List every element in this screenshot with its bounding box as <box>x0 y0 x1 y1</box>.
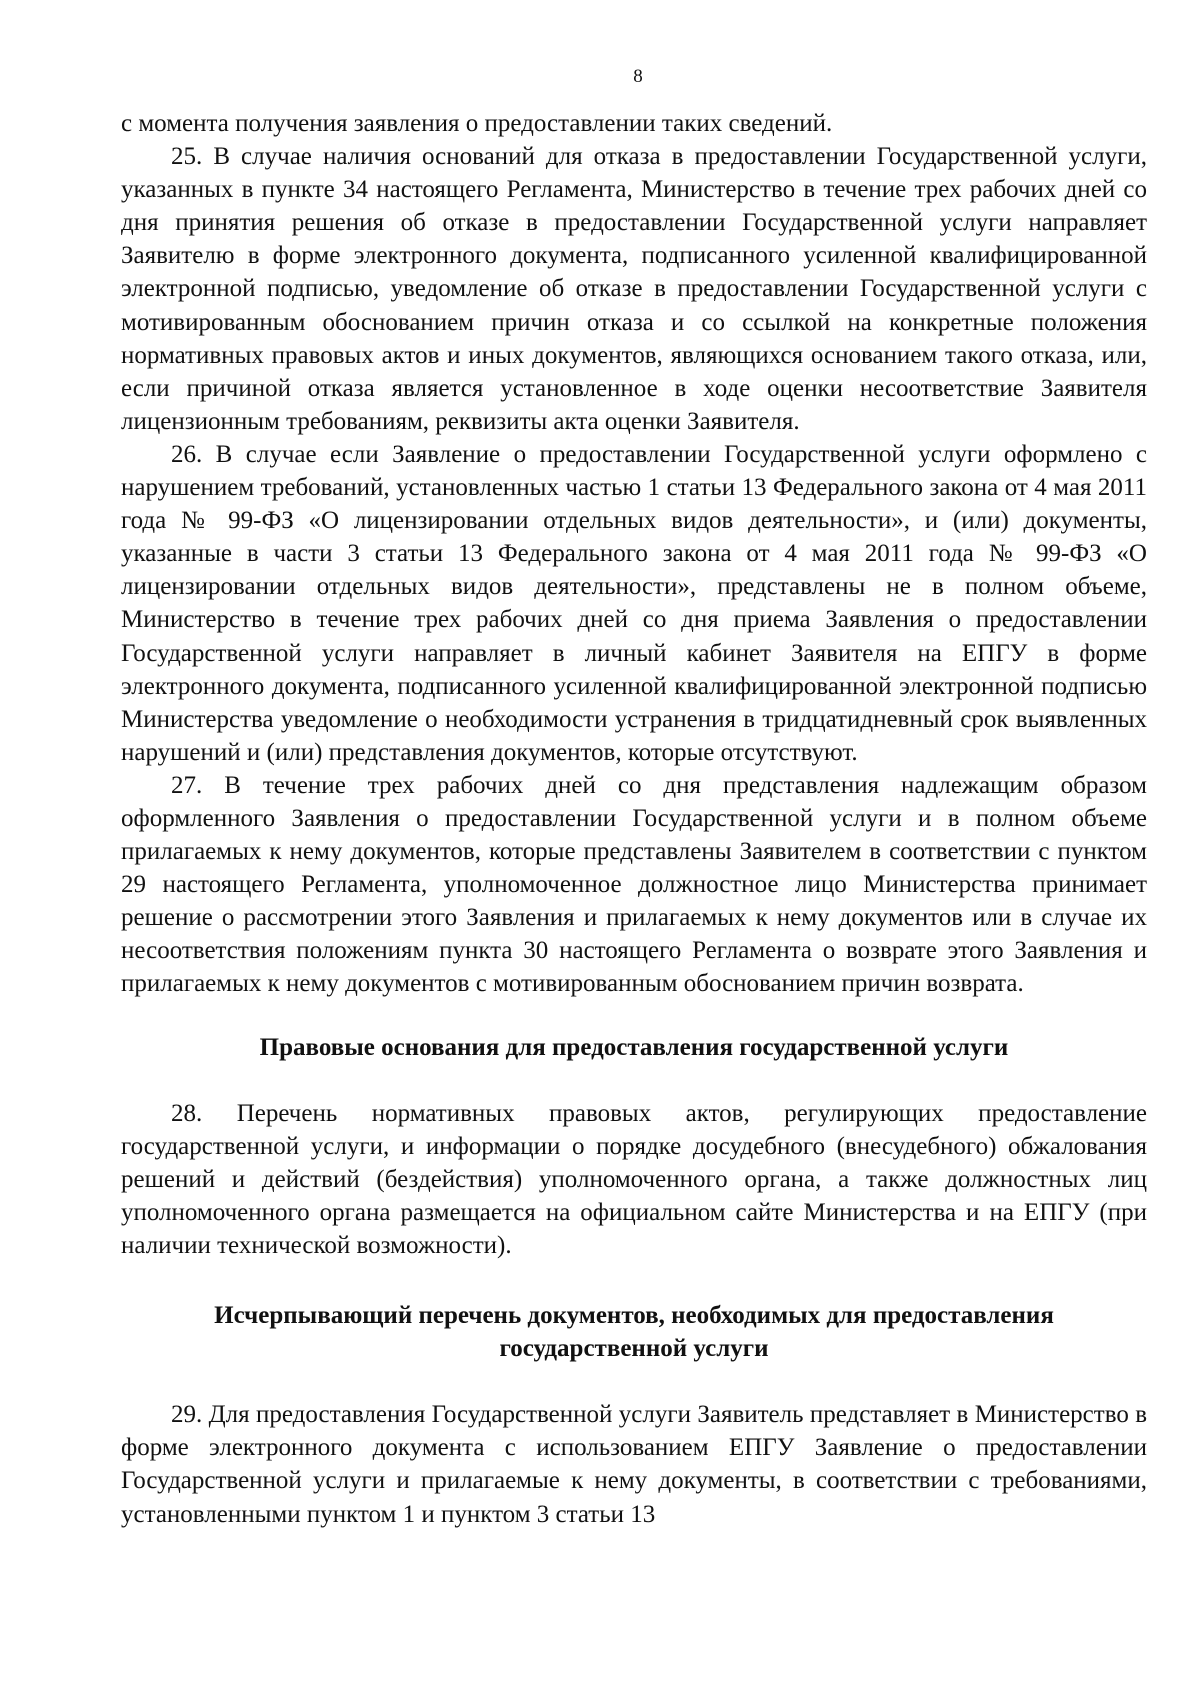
page-number: 8 <box>633 66 643 87</box>
section-heading-documents-list: Исчерпывающий перечень документов, необходимых для предоставления государственной услуги <box>214 1302 1054 1363</box>
document-body <box>121 107 1147 1531</box>
paragraph-27: 27. В течение трех рабочих дней со дня представления надлежащим образом оформленного Заявления о предоставлении Государственной услуги и в полном объеме прилагаемых к нему документов, которые представлены Заявителем в соответствии с пунктом 29 настоящего Регламента, уполномоченное должностное лицо Министерства принимает решение о рассмотрении этого Заявления и прилагаемых к нему документов или в случае их несоответствия положениям пункта 30 настоящего Регламента о возврате этого Заявления и прилагаемых к нему документов с мотивированным обоснованием причин возврата. <box>121 771 1147 998</box>
paragraph-continuation: с момента получения заявления о предоставлении таких сведений. <box>121 110 833 137</box>
section-heading-legal-basis: Правовые основания для предоставления государственной услуги <box>259 1033 1009 1061</box>
paragraph-25: 25. В случае наличия оснований для отказа в предоставлении Государственной услуги, указанных в пункте 34 настоящего Регламента, Министерство в течение трех рабочих дней со дня принятия решения об отказе в предоставлении Государственной услуги направляет Заявителю в форме электронного документа, подписанного усиленной квалифицированной электронной подписью, уведомление об отказе в предоставлении Государственной услуги с мотивированным обоснованием причин отказа и со ссылкой на конкретные положения нормативных правовых актов и иных документов, являющихся основанием такого отказа, или, если причиной отказа является установленное в ходе оценки несоответствие Заявителя лицензионным требованиям, реквизиты акта оценки Заявителя. <box>121 143 1147 435</box>
paragraph-29: 29. Для предоставления Государственной услуги Заявитель представляет в Министерство в форме электронного документа с использованием ЕПГУ Заявление о предоставлении Государственной услуги и прилагаемые к нему документы, в соответствии с требованиями, установленными пунктом 1 и пунктом 3 статьи 13 <box>121 1401 1147 1528</box>
paragraph-28: 28. Перечень нормативных правовых актов, регулирующих предоставление государственной услуги, и информации о порядке досудебного (внесудебного) обжалования решений и действий (бездействия) уполномоченного органа, а также должностных лиц уполномоченного органа размещается на официальном сайте Министерства и на ЕПГУ (при наличии технической возможности). <box>121 1099 1147 1259</box>
paragraph-26: 26. В случае если Заявление о предоставлении Государственной услуги оформлено с нарушением требований, установленных частью 1 статьи 13 Федерального закона от 4 мая 2011 года № 99-ФЗ «О лицензировании отдельных видов деятельности», и (или) документы, указанные в части 3 статьи 13 Федерального закона от 4 мая 2011 года № 99-ФЗ «О лицензировании отдельных видов деятельности», представлены не в полном объеме, Министерство в течение трех рабочих дней со дня приема Заявления о предоставлении Государственной услуги направляет в личный кабинет Заявителя на ЕПГУ в форме электронного документа, подписанного усиленной квалифицированной электронной подписью Министерства уведомление о необходимости устранения в тридцатидневный срок выявленных нарушений и (или) представления документов, которые отсутствуют. <box>121 440 1147 766</box>
